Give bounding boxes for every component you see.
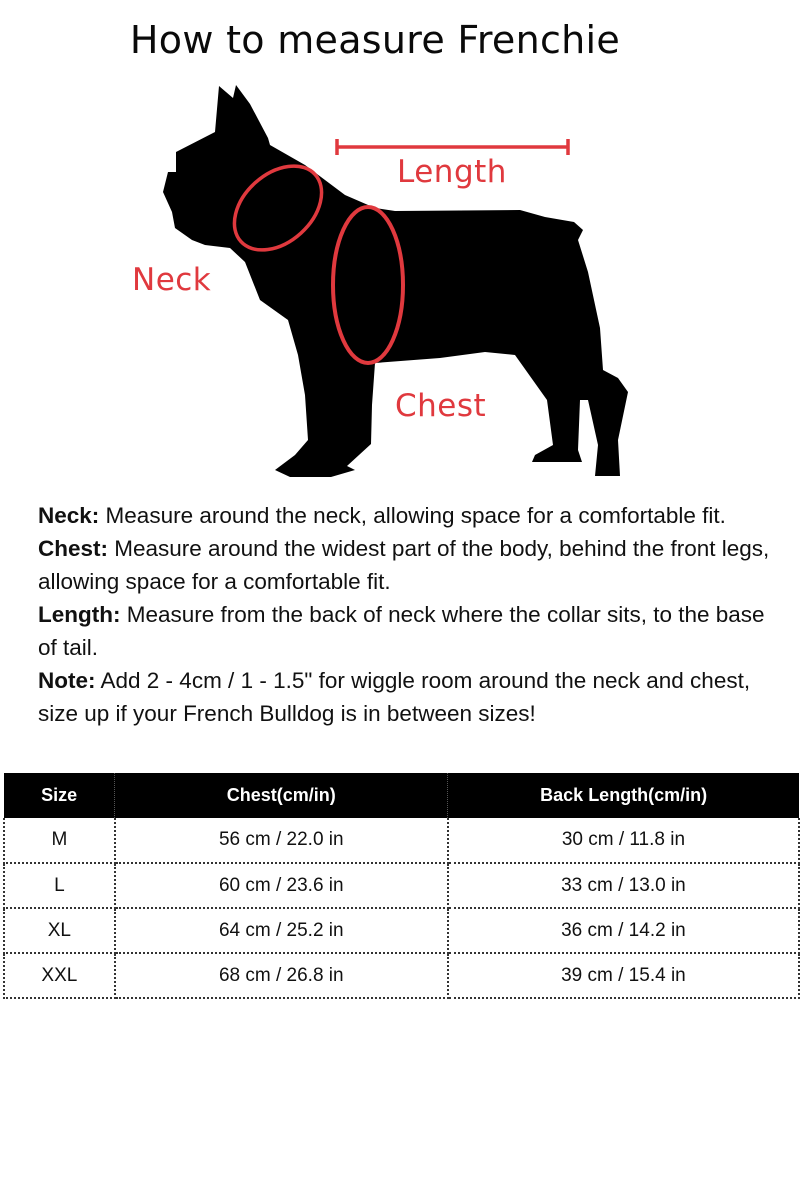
- cell-chest: 64 cm / 25.2 in: [115, 908, 448, 953]
- length-label: Length: [397, 154, 507, 190]
- cell-size: XL: [4, 908, 115, 953]
- cell-back-length: 30 cm / 11.8 in: [448, 818, 799, 863]
- cell-size: XXL: [4, 953, 115, 998]
- instruction-note: [38, 664, 778, 730]
- table-row: [4, 953, 799, 998]
- page-title: How to measure Frenchie: [129, 18, 621, 62]
- instruction-term: Length:: [38, 602, 121, 627]
- size-chart-table: [3, 773, 800, 999]
- table-row: [4, 863, 799, 908]
- cell-chest: 68 cm / 26.8 in: [115, 953, 448, 998]
- cell-chest: 60 cm / 23.6 in: [115, 863, 448, 908]
- cell-size: L: [4, 863, 115, 908]
- header-back-length: Back Length(cm/in): [448, 773, 799, 818]
- instruction-length: [38, 598, 778, 664]
- header-chest: Chest(cm/in): [115, 773, 448, 818]
- neck-label: Neck: [132, 262, 212, 298]
- measurement-diagram: [0, 0, 800, 500]
- instruction-term: Neck:: [38, 503, 100, 528]
- instruction-term: Note:: [38, 668, 96, 693]
- cell-back-length: 33 cm / 13.0 in: [448, 863, 799, 908]
- cell-size: M: [4, 818, 115, 863]
- french-bulldog-silhouette-icon: [0, 0, 800, 500]
- instruction-chest: [38, 532, 778, 598]
- header-size: Size: [4, 773, 115, 818]
- table-row: [4, 818, 799, 863]
- table-header-row: [4, 773, 799, 818]
- table-row: [4, 908, 799, 953]
- instruction-neck: [38, 499, 778, 532]
- measurement-instructions: [38, 499, 778, 730]
- instruction-term: Chest:: [38, 536, 109, 561]
- cell-back-length: 39 cm / 15.4 in: [448, 953, 799, 998]
- instruction-text: Measure from the back of neck where the collar sits, to the base of tail.: [38, 602, 765, 660]
- chest-label: Chest: [395, 388, 487, 424]
- instruction-text: Add 2 - 4cm / 1 - 1.5" for wiggle room around the neck and chest, size up if your French Bulldog is in between sizes!: [38, 668, 751, 726]
- cell-chest: 56 cm / 22.0 in: [115, 818, 448, 863]
- cell-back-length: 36 cm / 14.2 in: [448, 908, 799, 953]
- instruction-text: Measure around the widest part of the body, behind the front legs, allowing space for a comfortable fit.: [38, 536, 770, 594]
- instruction-text: Measure around the neck, allowing space for a comfortable fit.: [99, 503, 726, 528]
